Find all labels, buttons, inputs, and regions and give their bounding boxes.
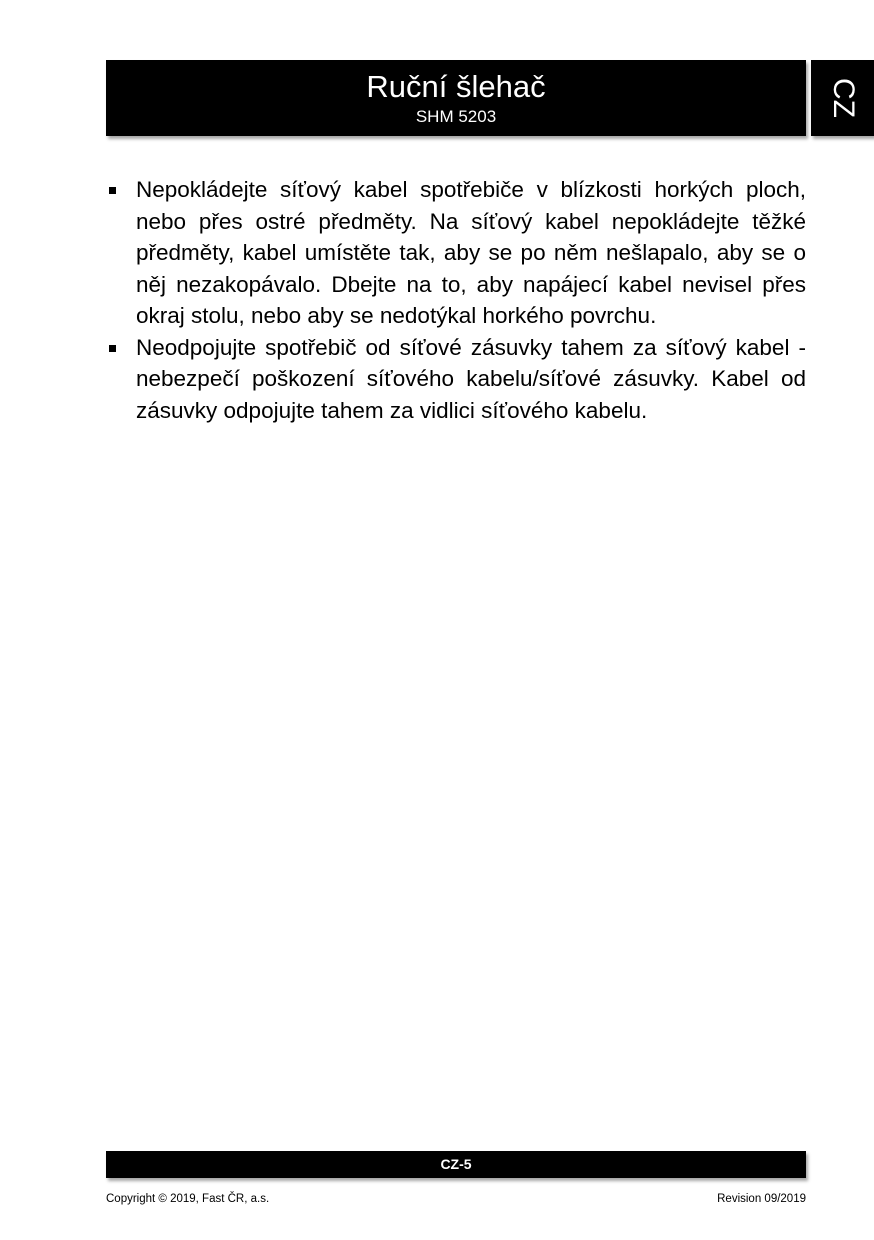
language-tab: [811, 60, 874, 136]
model-number: SHM 5203: [415, 107, 497, 126]
list-item: [106, 332, 806, 427]
safety-instructions: [106, 174, 806, 426]
list-item-text: Neodpojujte spotřebič od síťové zásuvky tahem za síťový kabel - nebezpečí poškození síťového kabelu/síťové zásuvky. Kabel od zásuvky odpojujte tahem za vidlici síťového kabelu.: [136, 334, 806, 423]
page-footer: [106, 1151, 806, 1178]
list-item: [106, 174, 806, 332]
product-title: Ruční šlehač: [366, 69, 546, 104]
copyright-notice: Copyright © 2019, Fast ČR, a.s.: [106, 1193, 270, 1205]
revision-label: Revision 09/2019: [717, 1193, 806, 1205]
page-header: [106, 60, 806, 136]
language-tab-label: CZ: [826, 78, 860, 118]
square-bullet-icon: [109, 345, 116, 352]
square-bullet-icon: [109, 187, 116, 194]
list-item-text: Nepokládejte síťový kabel spotřebiče v blízkosti horkých ploch, nebo přes ostré předměty. Na síťový kabel nepokládejte těžké předměty, kabel umístěte tak, aby se po něm nešlapalo, aby se o něj nezakopávalo. Dbejte na to, aby napájecí kabel nevisel přes okraj stolu, nebo aby se nedotýkal horkého povrchu.: [136, 177, 806, 328]
page-number: CZ-5: [440, 1156, 472, 1172]
